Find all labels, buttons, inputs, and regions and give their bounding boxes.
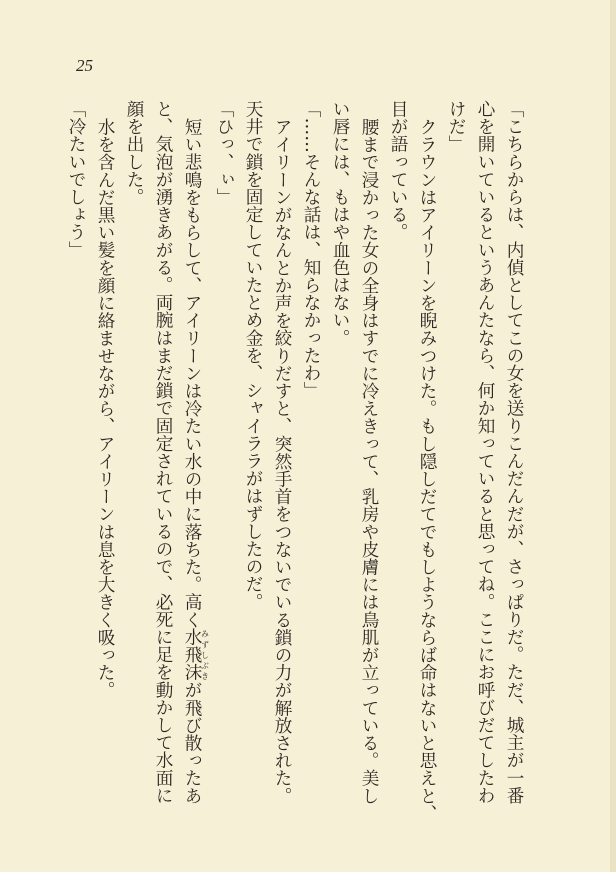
body-text — [61, 100, 528, 830]
text-line: 「冷たいでしょう」 — [66, 100, 86, 259]
text-line: と、気泡が湧きあがる。両腕はまだ鎖で固定されているので、必死に足を動かして水面に — [153, 100, 173, 804]
text-line: 「こちらからは、内偵としてこの女を送りこんだんだが、さっぱりだ。ただ、城主が一番 — [504, 100, 524, 804]
ruby-base: 水飛沫 — [182, 628, 202, 681]
text-line — [177, 100, 209, 830]
text-line: 天井で鎖を固定していたとめ金を、シャイララがはずしたのだ。 — [243, 100, 263, 611]
text-line: クラウンはアイリーンを睨みつけた。もし隠しだてでもしようならば命はないと思えと、 — [417, 117, 437, 822]
page-number: 25 — [76, 56, 93, 75]
text-line: 顔を出した。 — [124, 100, 144, 206]
text-line: 水を含んだ黒い髪を顔に絡ませながら、アイリーンは息を大きく吸った。 — [95, 117, 115, 699]
text-line: けだ」 — [446, 100, 466, 153]
text-line: 「……そんな話は、知らなかったわ」 — [301, 100, 321, 400]
ruby-reading: みずしぶき — [200, 628, 210, 681]
text-line: 心を開いているというあんたなら、何か知っていると思ってね。ここにお呼びだてしたわ — [475, 100, 495, 804]
ruby-word — [182, 628, 210, 681]
text-line: 腰まで浸かった女の全身はすでに冷えきって、乳房や皮膚には鳥肌が立っている。美し — [359, 117, 379, 804]
text-line: アイリーンがなんとか声を絞りだすと、突然手首をつないでいる鎖の力が解放された。 — [272, 117, 292, 804]
text-segment: 短い悲鳴をもらして、アイリーンは冷たい水の中に落ちた。高く — [182, 117, 202, 628]
text-line: 「ひっ、ぃ」 — [214, 100, 234, 206]
text-segment: が飛び散ったあ — [182, 680, 202, 805]
text-line: い唇には、もはや血色はない。 — [330, 100, 350, 347]
page-edge — [610, 0, 616, 872]
text-line: 目が語っている。 — [388, 100, 408, 241]
